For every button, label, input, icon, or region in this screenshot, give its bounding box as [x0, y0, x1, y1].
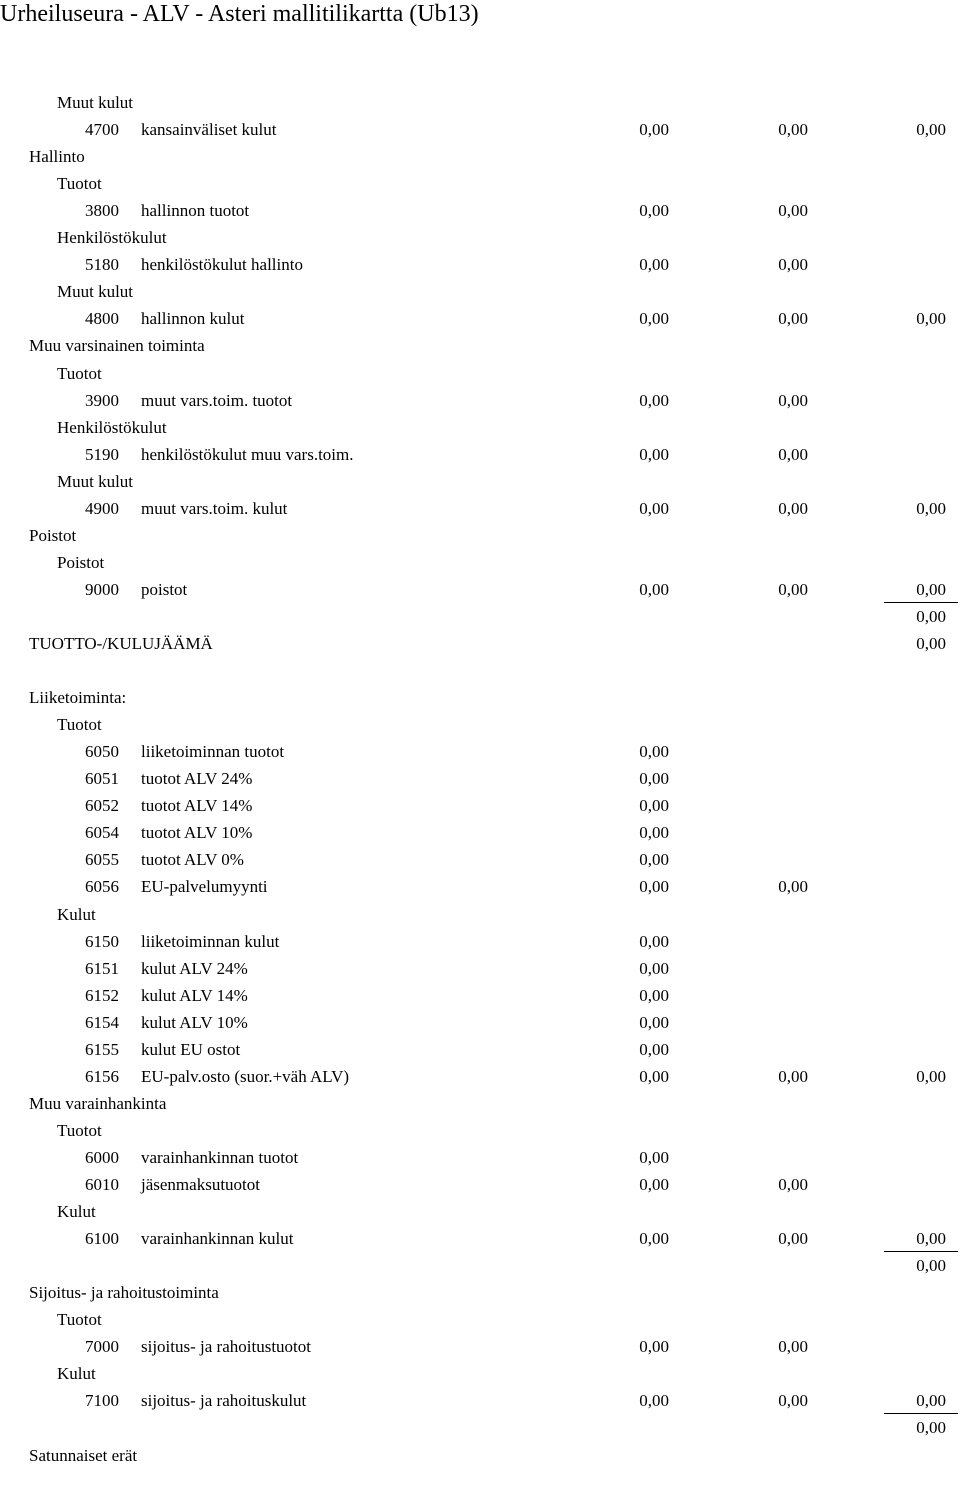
amount-c1: 0,00 [639, 1039, 669, 1059]
account-number: 4800 [85, 309, 119, 329]
subsection-label: Tuotot [57, 715, 102, 735]
account-number: 4900 [85, 498, 119, 518]
account-row [0, 1174, 960, 1196]
amount-c1: 0,00 [639, 1012, 669, 1032]
account-number: 4700 [85, 120, 119, 140]
amount-c1: 0,00 [639, 985, 669, 1005]
account-row [0, 741, 960, 763]
account-name: tuotot ALV 0% [141, 850, 244, 870]
amount-c2: 0,00 [778, 255, 808, 275]
total-row [0, 1417, 960, 1439]
section-label: Sijoitus- ja rahoitustoiminta [29, 1283, 219, 1303]
account-name: sijoitus- ja rahoitustuotot [141, 1337, 311, 1357]
amount-c1: 0,00 [639, 1066, 669, 1086]
account-name: kansainväliset kulut [141, 120, 277, 140]
amount-c2: 0,00 [778, 390, 808, 410]
subsection-heading [0, 1120, 960, 1142]
account-name: liiketoiminnan kulut [141, 931, 280, 951]
subsection-label: Tuotot [57, 363, 102, 383]
subsection-label: Kulut [57, 1202, 96, 1222]
account-number: 5180 [85, 255, 119, 275]
subsection-heading [0, 1309, 960, 1331]
account-row [0, 1147, 960, 1169]
amount-c1: 0,00 [639, 390, 669, 410]
subsection-heading [0, 227, 960, 249]
section-label: Muu varsinainen toiminta [29, 336, 205, 356]
subsection-heading [0, 552, 960, 574]
account-number: 6150 [85, 931, 119, 951]
account-number: 6155 [85, 1039, 119, 1059]
amount-c3: 0,00 [916, 1066, 946, 1086]
amount-c2: 0,00 [778, 498, 808, 518]
amount-c1: 0,00 [639, 742, 669, 762]
account-name: EU-palvelumyynti [141, 877, 268, 897]
subsection-heading [0, 363, 960, 385]
amount-c3: 0,00 [916, 120, 946, 140]
account-name: jäsenmaksutuotot [141, 1175, 260, 1194]
account-name: tuotot ALV 24% [141, 769, 253, 789]
account-name: kulut EU ostot [141, 1039, 241, 1059]
subsection-label: Kulut [57, 904, 96, 924]
amount-c1: 0,00 [639, 823, 669, 843]
account-name: liiketoiminnan tuotot [141, 742, 285, 762]
section-heading [0, 633, 960, 655]
account-number: 6051 [85, 769, 119, 789]
account-number: 5190 [85, 444, 119, 464]
section-heading [0, 1282, 960, 1304]
account-name: tuotot ALV 14% [141, 796, 253, 816]
subsection-heading [0, 714, 960, 736]
amount-c2: 0,00 [778, 444, 808, 464]
document-title: Urheiluseura - ALV - Asteri mallitilikartta (Ub13) [0, 1, 479, 27]
subsection-heading [0, 92, 960, 114]
amount-c2: 0,00 [778, 120, 808, 140]
account-row [0, 444, 960, 466]
account-row [0, 119, 960, 141]
amount-c2: 0,00 [778, 1066, 808, 1086]
section-heading [0, 1445, 960, 1467]
amount-c2: 0,00 [778, 1175, 808, 1194]
account-row [0, 822, 960, 844]
account-row [0, 308, 960, 330]
amount-c2: 0,00 [778, 579, 808, 599]
subsection-label: Muut kulut [57, 93, 134, 112]
account-name: hallinnon kulut [141, 309, 245, 329]
account-name: sijoitus- ja rahoituskulut [141, 1391, 307, 1411]
subsection-label: Kulut [57, 1364, 96, 1384]
account-row [0, 1336, 960, 1358]
account-number: 6056 [85, 877, 119, 897]
amount-c1: 0,00 [639, 201, 669, 221]
amount-c1: 0,00 [639, 579, 669, 599]
amount-c2: 0,00 [778, 1229, 808, 1249]
account-row [0, 254, 960, 276]
amount-c1: 0,00 [639, 1175, 669, 1194]
amount-c1: 0,00 [639, 444, 669, 464]
total-row [0, 1255, 960, 1277]
subsection-heading [0, 904, 960, 926]
subtotal-rule [884, 1413, 958, 1414]
amount-c1: 0,00 [639, 255, 669, 275]
account-number: 9000 [85, 579, 119, 599]
amount-c3: 0,00 [916, 634, 946, 653]
section-label: Poistot [29, 525, 77, 545]
account-row [0, 1066, 960, 1088]
amount-c1: 0,00 [639, 1229, 669, 1249]
subsection-heading [0, 1363, 960, 1385]
amount-c3: 0,00 [916, 1418, 946, 1438]
amount-c1: 0,00 [639, 1147, 669, 1167]
account-row [0, 1228, 960, 1250]
account-name: tuotot ALV 10% [141, 823, 253, 843]
subsection-label: Tuotot [57, 1310, 102, 1330]
amount-c3: 0,00 [916, 579, 946, 599]
account-row [0, 1390, 960, 1412]
account-number: 6010 [85, 1175, 119, 1194]
account-name: kulut ALV 24% [141, 958, 248, 978]
spacer-row [0, 660, 960, 682]
account-row [0, 390, 960, 412]
account-name: kulut ALV 10% [141, 1012, 248, 1032]
section-label: Liiketoiminta: [29, 688, 127, 708]
amount-c1: 0,00 [639, 1391, 669, 1411]
account-number: 3800 [85, 201, 119, 221]
account-row [0, 768, 960, 790]
amount-c1: 0,00 [639, 877, 669, 897]
account-row [0, 200, 960, 222]
section-heading [0, 335, 960, 357]
account-name: kulut ALV 14% [141, 985, 248, 1005]
amount-c1: 0,00 [639, 931, 669, 951]
account-number: 6100 [85, 1229, 119, 1249]
section-heading [0, 525, 960, 547]
section-heading [0, 146, 960, 168]
subsection-heading [0, 281, 960, 303]
account-row [0, 1039, 960, 1061]
subsection-heading [0, 1201, 960, 1223]
amount-c1: 0,00 [639, 120, 669, 140]
account-number: 7100 [85, 1391, 119, 1411]
subsection-heading [0, 173, 960, 195]
section-heading [0, 1093, 960, 1115]
account-name: muut vars.toim. tuotot [141, 390, 293, 410]
account-name: EU-palv.osto (suor.+väh ALV) [141, 1066, 350, 1086]
account-number: 6154 [85, 1012, 119, 1032]
subtotal-rule [884, 1251, 958, 1252]
account-row [0, 931, 960, 953]
section-label: Satunnaiset erät [29, 1445, 138, 1465]
account-number: 3900 [85, 390, 119, 410]
subsection-label: Muut kulut [57, 471, 134, 491]
account-row [0, 876, 960, 898]
account-row [0, 985, 960, 1007]
amount-c3: 0,00 [916, 1391, 946, 1411]
account-number: 6151 [85, 958, 119, 978]
subsection-heading [0, 471, 960, 493]
amount-c2: 0,00 [778, 201, 808, 221]
subtotal-rule [884, 602, 958, 603]
amount-c1: 0,00 [639, 769, 669, 789]
amount-c2: 0,00 [778, 1391, 808, 1411]
amount-c1: 0,00 [639, 850, 669, 870]
amount-c3: 0,00 [916, 498, 946, 518]
account-number: 6156 [85, 1066, 119, 1086]
section-label: Hallinto [29, 147, 85, 167]
amount-c2: 0,00 [778, 309, 808, 329]
account-name: poistot [141, 579, 188, 599]
amount-c1: 0,00 [639, 796, 669, 816]
subsection-label: Henkilöstökulut [57, 417, 167, 437]
account-name: varainhankinnan tuotot [141, 1147, 299, 1167]
account-row [0, 498, 960, 520]
account-number: 6050 [85, 742, 119, 762]
account-name: hallinnon tuotot [141, 201, 250, 221]
account-number: 6055 [85, 850, 119, 870]
amount-c3: 0,00 [916, 606, 946, 626]
amount-c1: 0,00 [639, 958, 669, 978]
account-name: varainhankinnan kulut [141, 1229, 294, 1249]
account-name: muut vars.toim. kulut [141, 498, 288, 518]
amount-c2: 0,00 [778, 877, 808, 897]
account-row [0, 1012, 960, 1034]
section-heading [0, 687, 960, 709]
amount-c3: 0,00 [916, 1256, 946, 1276]
account-number: 6052 [85, 796, 119, 816]
section-label: Muu varainhankinta [29, 1093, 167, 1113]
subsection-label: Tuotot [57, 1120, 102, 1140]
section-label: TUOTTO-/KULUJÄÄMÄ [29, 634, 213, 653]
subsection-label: Tuotot [57, 174, 102, 194]
amount-c3: 0,00 [916, 1229, 946, 1249]
account-name: henkilöstökulut hallinto [141, 255, 303, 275]
amount-c1: 0,00 [639, 309, 669, 329]
account-row [0, 795, 960, 817]
amount-c1: 0,00 [639, 1337, 669, 1357]
amount-c2: 0,00 [778, 1337, 808, 1357]
account-row [0, 958, 960, 980]
account-name: henkilöstökulut muu vars.toim. [141, 444, 354, 464]
account-row [0, 849, 960, 871]
amount-c1: 0,00 [639, 498, 669, 518]
account-number: 6152 [85, 985, 119, 1005]
account-number: 6054 [85, 823, 119, 843]
account-number: 6000 [85, 1147, 119, 1167]
total-row [0, 606, 960, 628]
subsection-label: Muut kulut [57, 282, 134, 302]
account-number: 7000 [85, 1337, 119, 1357]
subsection-label: Poistot [57, 552, 105, 572]
subsection-label: Henkilöstökulut [57, 228, 167, 248]
amount-c3: 0,00 [916, 309, 946, 329]
subsection-heading [0, 417, 960, 439]
account-row [0, 579, 960, 601]
